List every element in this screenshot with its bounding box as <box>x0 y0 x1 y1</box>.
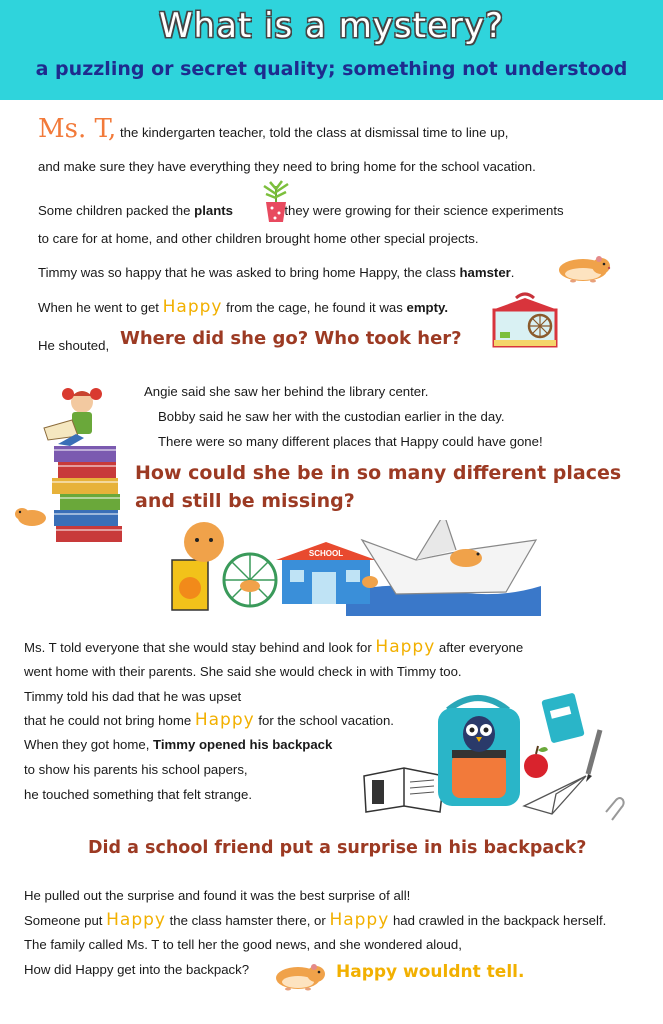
happy-word: Happy <box>375 637 436 657</box>
plants-word: plants <box>194 203 233 218</box>
story-line-1 <box>38 114 509 144</box>
bobby-line: Bobby said he saw her with the custodian earlier in the day. <box>158 409 505 424</box>
question-1-line-1: How could she be in so many different places <box>135 462 622 484</box>
backpack-phrase: Timmy opened his backpack <box>153 737 333 752</box>
story-line-5-end: . <box>510 265 515 280</box>
places-illustration <box>166 520 546 625</box>
ending-text: Happy wouldnt tell. <box>336 962 525 982</box>
story-line-7: He shouted, <box>38 338 110 353</box>
page-title: What is a mystery? <box>158 6 505 46</box>
story-line-1-text: the kindergarten teacher, told the class at dismissal time to line up, <box>119 125 509 140</box>
shout-text: Where did she go? Who took her? <box>120 328 462 349</box>
header-banner <box>0 0 663 100</box>
p2-line-6: to show his parents his school papers, <box>24 762 248 777</box>
story-line-6b: from the cage, he found it was <box>226 300 403 315</box>
hamster-word: hamster <box>459 265 511 280</box>
question-1-line-2: and still be missing? <box>135 490 355 512</box>
happy-word: Happy <box>106 910 166 930</box>
p2-line-4 <box>24 711 394 730</box>
story-line-5a: Timmy was so happy that he was asked to bring home Happy, the class <box>38 265 456 280</box>
p3-line-3: The family called Ms. T to tell her the good news, and she wondered aloud, <box>24 937 462 952</box>
places-line: There were so many different places that Happy could have gone! <box>158 434 543 449</box>
p2-line-5a: When they got home, <box>24 737 150 752</box>
happy-word: Happy <box>194 710 255 730</box>
p2-line-4a: that he could not bring home <box>24 713 192 728</box>
p2-line-3: Timmy told his dad that he was upset <box>24 689 242 704</box>
definition-subtitle: a puzzling or secret quality; something not understood <box>35 58 628 80</box>
p3-line-2c: had crawled in the backpack herself. <box>392 913 607 928</box>
story-line-2: and make sure they have everything they need to bring home for the school vacation. <box>38 159 536 174</box>
story-line-3 <box>38 202 564 220</box>
ms-t-heading: Ms. T, <box>38 114 117 144</box>
p2-line-5 <box>24 736 332 754</box>
p3-line-4: How did Happy get into the backpack? <box>24 962 250 977</box>
p2-line-1a: Ms. T told everyone that she would stay behind and look for <box>24 640 372 655</box>
p3-line-2b: the class hamster there, or <box>169 913 326 928</box>
backpack-illustration <box>360 690 640 835</box>
p3-line-1: He pulled out the surprise and found it was the best surprise of all! <box>24 888 411 903</box>
plant-pot-icon <box>256 180 296 229</box>
hamster-cage-icon <box>488 290 562 357</box>
story-line-6a: When he went to get <box>38 300 159 315</box>
p2-line-2: went home with their parents. She said she would check in with Timmy too. <box>24 664 462 679</box>
p3-line-2a: Someone put <box>24 913 103 928</box>
story-line-3a: Some children packed the <box>38 203 191 218</box>
p2-line-1b: after everyone <box>438 640 524 655</box>
empty-word: empty. <box>406 300 449 315</box>
hamster-icon <box>553 250 613 289</box>
p2-line-4b: for the school vacation. <box>258 713 394 728</box>
p2-line-1 <box>24 638 523 657</box>
happy-word: Happy <box>329 910 390 930</box>
p3-line-2 <box>24 911 606 930</box>
girl-reading-books-illustration <box>14 380 132 555</box>
story-line-6 <box>38 298 448 317</box>
angie-line: Angie said she saw her behind the library center. <box>144 384 429 399</box>
story-line-5 <box>38 264 514 282</box>
story-line-4: to care for at home, and other children brought home other special projects. <box>38 231 479 246</box>
question-2: Did a school friend put a surprise in his backpack? <box>88 838 587 858</box>
story-line-3b: they were growing for their science experiments <box>284 203 564 218</box>
happy-word: Happy <box>162 297 223 317</box>
school-sign: SCHOOL <box>308 549 344 558</box>
p2-line-7: he touched something that felt strange. <box>24 787 252 802</box>
hamster-icon <box>272 958 328 997</box>
